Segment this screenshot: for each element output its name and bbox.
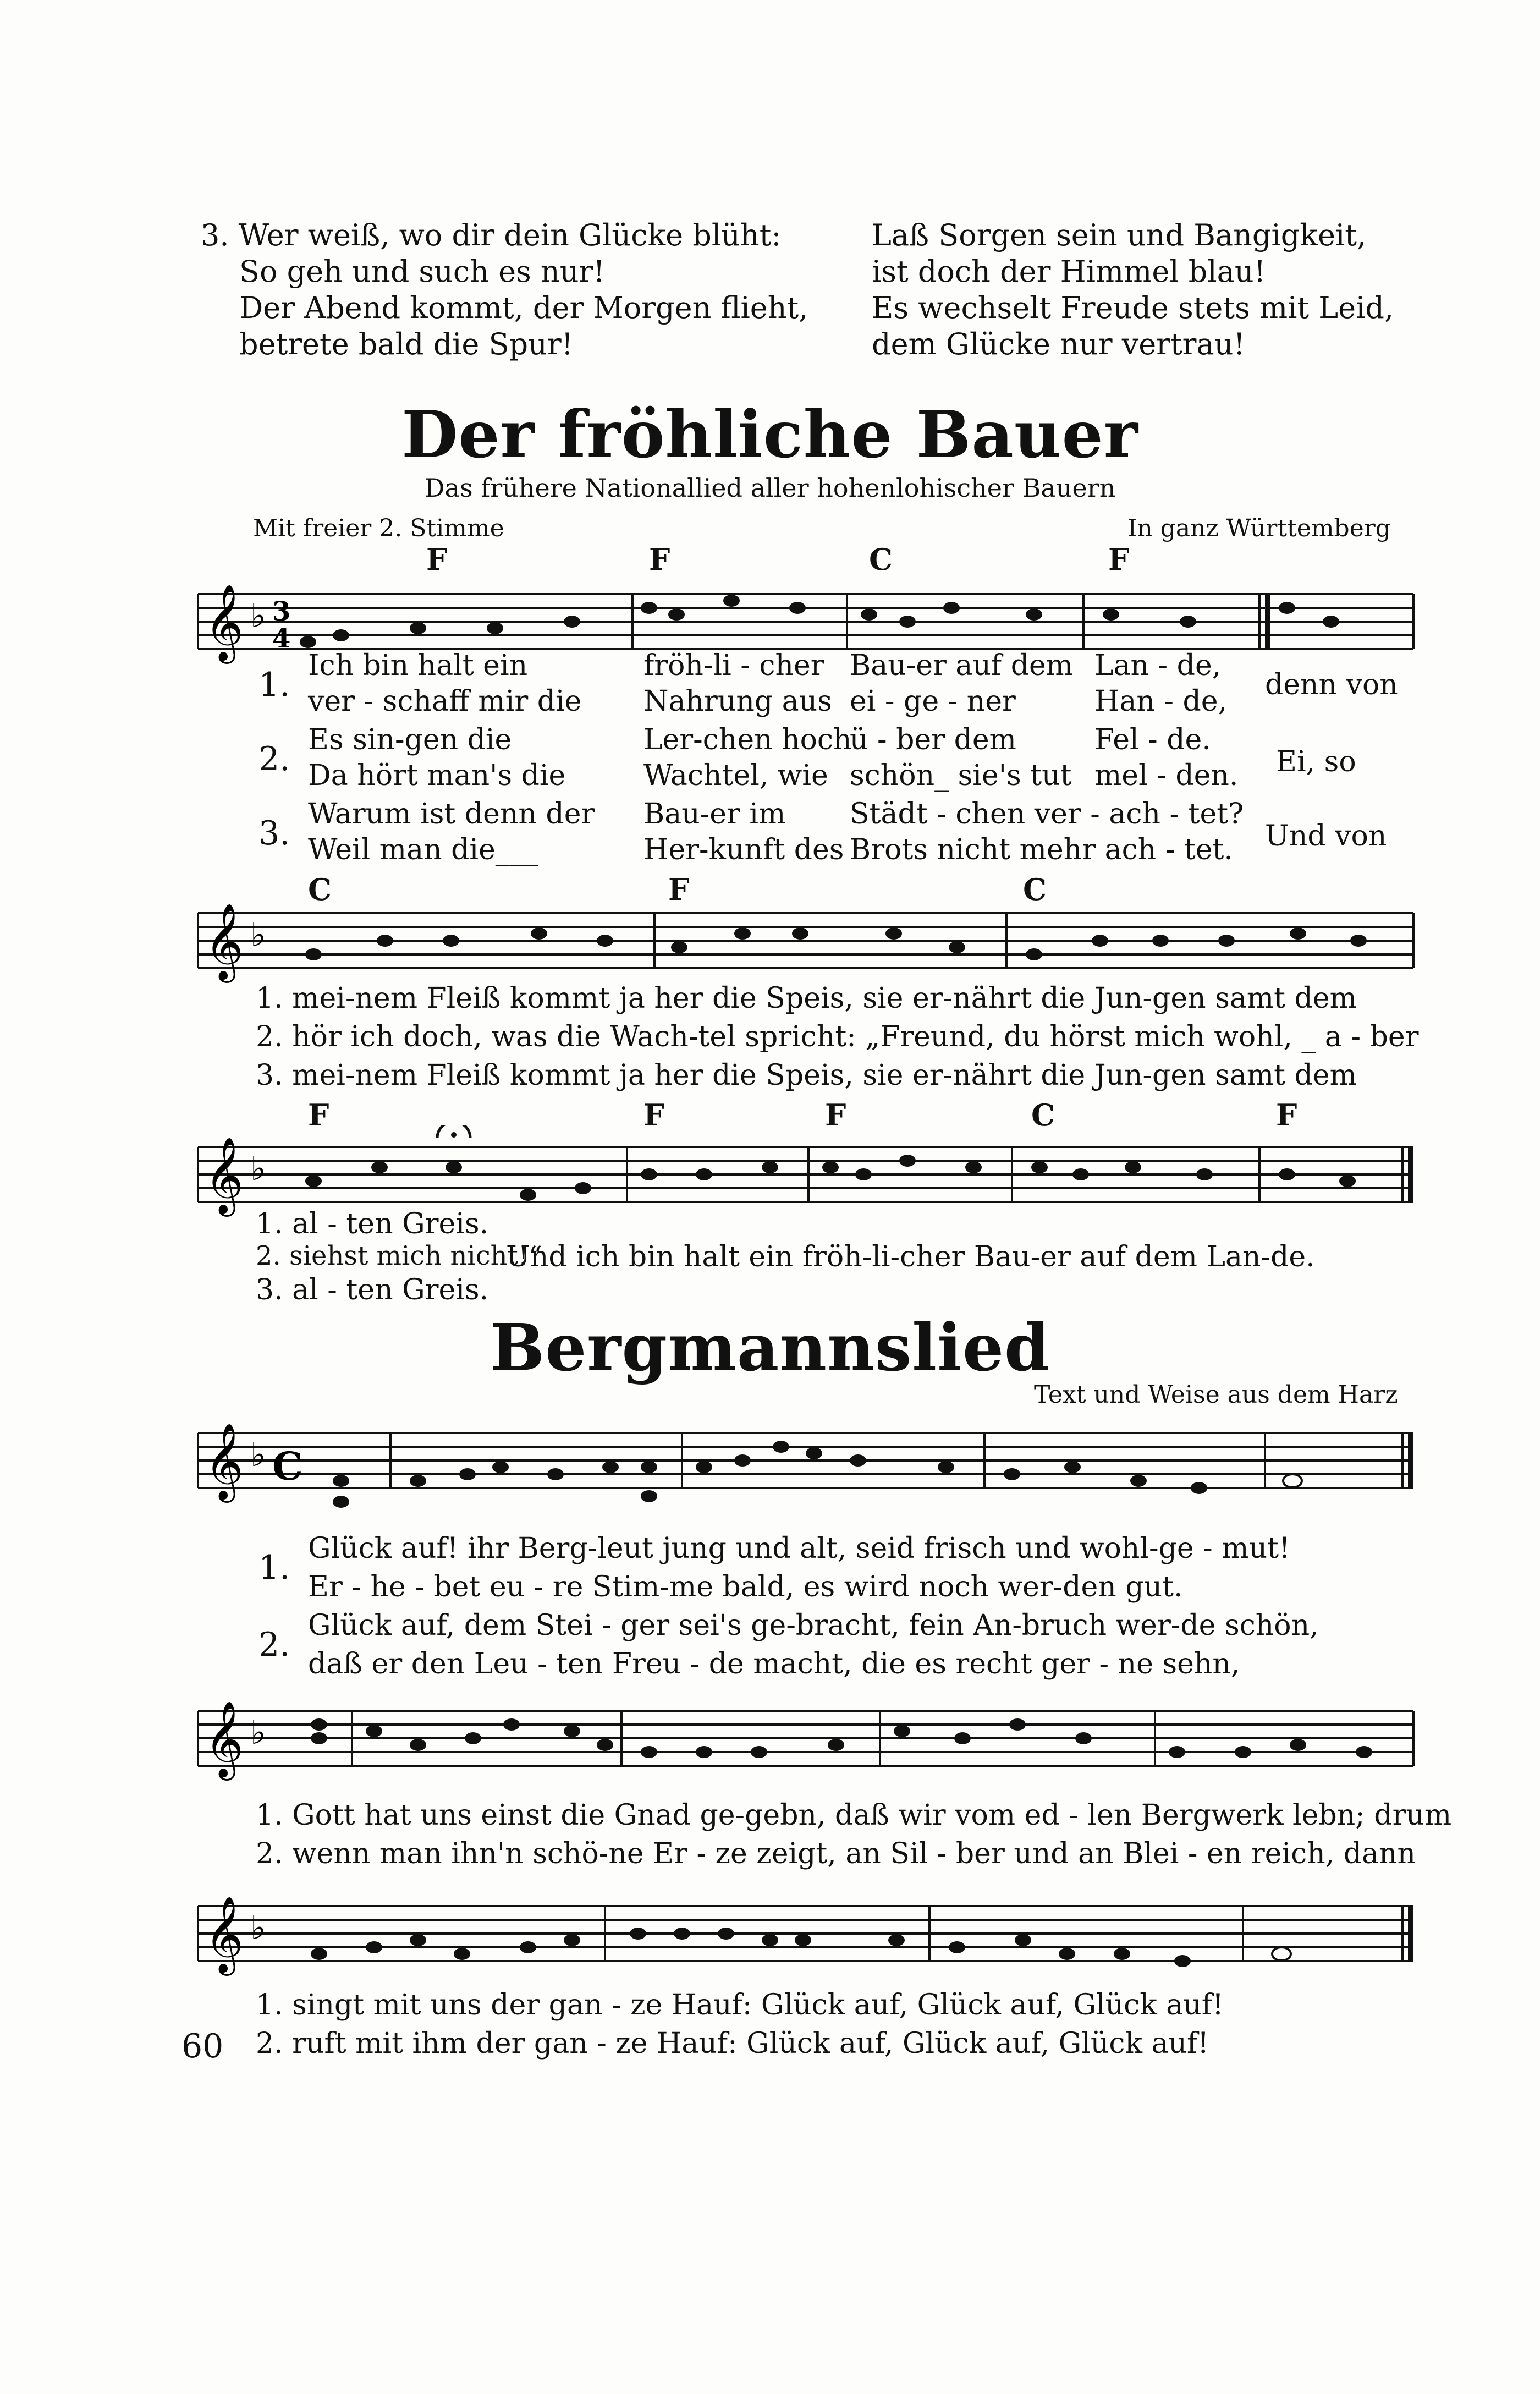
music-staff bbox=[0, 1411, 1540, 1532]
verse-number: 2. bbox=[258, 1626, 290, 1664]
music-staff bbox=[0, 891, 1540, 996]
lyric: Fel - de. bbox=[1094, 723, 1211, 756]
lyric-line: 1. singt mit uns der gan - ze Hauf: Glück auf, Glück auf, Glück auf! bbox=[256, 1989, 1224, 2022]
verse-number: 1. bbox=[258, 666, 290, 704]
treble-clef-icon: 𝄞 bbox=[205, 1423, 244, 1500]
verse-number: 2. bbox=[258, 740, 290, 778]
lyric: Da hört man's die bbox=[308, 759, 566, 792]
lyric: Wachtel, wie bbox=[644, 759, 828, 792]
verse-line: Es wechselt Freude stets mit Leid, bbox=[872, 290, 1394, 325]
lyric: Nahrung aus bbox=[644, 685, 832, 718]
music-staff bbox=[0, 1125, 1540, 1229]
verse-number: 1. bbox=[258, 1549, 290, 1587]
song-subtitle: Das frühere Nationallied aller hohenlohischer Bauern bbox=[424, 473, 1116, 503]
chord: F bbox=[1276, 1097, 1297, 1133]
chord: F bbox=[1108, 542, 1130, 577]
flat-icon: ♭ bbox=[250, 1436, 266, 1474]
lyric-line: 3. mei-nem Fleiß kommt ja her die Speis, sie er-nährt die Jun-gen samt dem bbox=[256, 1059, 1357, 1092]
lyric: ver - schaff mir die bbox=[308, 685, 582, 718]
verse-line: ist doch der Himmel blau! bbox=[872, 254, 1266, 289]
region-note: In ganz Württemberg bbox=[1128, 514, 1391, 542]
lyric-line: 1. al - ten Greis. bbox=[256, 1207, 489, 1240]
lyric-line: daß er den Leu - ten Freu - de macht, die es recht ger - ne sehn, bbox=[308, 1648, 1240, 1681]
lyric-line: Er - he - bet eu - re Stim-me bald, es wird noch wer-den gut. bbox=[308, 1571, 1183, 1604]
common-time-icon: C bbox=[272, 1443, 303, 1489]
lyric: Städt - chen ver - ach - tet? bbox=[850, 798, 1244, 831]
treble-clef-icon: 𝄞 bbox=[205, 584, 244, 661]
flat-icon: ♭ bbox=[250, 597, 266, 635]
flat-icon: ♭ bbox=[250, 1714, 266, 1752]
svg-text:4: 4 bbox=[272, 623, 291, 654]
verse-number: 3. bbox=[258, 814, 290, 853]
lyric: Ich bin halt ein bbox=[308, 649, 528, 682]
chord: F bbox=[668, 872, 690, 907]
music-staff bbox=[0, 1689, 1540, 1810]
page-number: 60 bbox=[182, 2027, 224, 2066]
source-note: Text und Weise aus dem Harz bbox=[1034, 1381, 1398, 1409]
lyric-line: 1. Gott hat uns einst die Gnad ge-gebn, daß wir vom ed - len Bergwerk lebn; drum bbox=[256, 1799, 1452, 1832]
lyric-line: Glück auf! ihr Berg-leut jung und alt, seid frisch und wohl-ge - mut! bbox=[308, 1532, 1290, 1565]
lyric: ü - ber dem bbox=[850, 723, 1016, 756]
lyric: mel - den. bbox=[1094, 759, 1239, 792]
chord: F bbox=[644, 1097, 665, 1133]
lyric-line: 2. hör ich doch, was die Wach-tel spricht: „Freund, du hörst mich wohl, _ a - ber bbox=[256, 1020, 1419, 1053]
lyric: Es sin-gen die bbox=[308, 723, 512, 756]
flat-icon: ♭ bbox=[250, 916, 266, 954]
lyric: Han - de, bbox=[1094, 685, 1228, 718]
lyric: Brots nicht mehr ach - tet. bbox=[850, 833, 1233, 866]
chord: F bbox=[825, 1097, 846, 1133]
lyric: denn von bbox=[1265, 668, 1398, 701]
chord: F bbox=[649, 542, 670, 577]
flat-icon: ♭ bbox=[250, 1909, 266, 1947]
verse-line: Der Abend kommt, der Morgen flieht, bbox=[239, 290, 809, 325]
lyric: fröh-li - cher bbox=[644, 649, 824, 682]
lyric: Warum ist denn der bbox=[308, 798, 595, 831]
chord: C bbox=[1023, 872, 1047, 907]
lyric: Bau-er auf dem bbox=[850, 649, 1074, 682]
lyric-line: 3. al - ten Greis. bbox=[256, 1273, 489, 1306]
treble-clef-icon: 𝄞 bbox=[205, 1896, 244, 1973]
chord: C bbox=[1031, 1097, 1055, 1133]
chord: F bbox=[308, 1097, 329, 1133]
lyric: schön_ sie's tut bbox=[850, 759, 1072, 792]
music-staff bbox=[0, 1884, 1540, 2005]
verse-line: 3. Wer weiß, wo dir dein Glücke blüht: bbox=[201, 218, 782, 252]
lyric-line: 2. wenn man ihn'n schö-ne Er - ze zeigt, an Sil - ber und an Blei - en reich, dann bbox=[256, 1837, 1416, 1870]
lyric: Her-kunft des bbox=[644, 833, 844, 866]
lyric: Lan - de, bbox=[1094, 649, 1222, 682]
svg-text:3: 3 bbox=[272, 596, 291, 627]
chord: C bbox=[869, 542, 893, 577]
flat-icon: ♭ bbox=[250, 1150, 266, 1188]
lyric-line: 1. mei-nem Fleiß kommt ja her die Speis, sie er-nährt die Jun-gen samt dem bbox=[256, 982, 1357, 1015]
verse-line: Laß Sorgen sein und Bangigkeit, bbox=[872, 218, 1367, 252]
chord: F bbox=[426, 542, 448, 577]
lyric-line: 2. ruft mit ihm der gan - ze Hauf: Glück auf, Glück auf, Glück auf! bbox=[256, 2027, 1209, 2060]
treble-clef-icon: 𝄞 bbox=[205, 1701, 244, 1777]
refrain: Und ich bin halt ein fröh-li-cher Bau-er auf dem Lan-de. bbox=[506, 1240, 1315, 1273]
lyric: Weil man die___ bbox=[308, 833, 538, 866]
treble-clef-icon: 𝄞 bbox=[205, 1137, 244, 1214]
top-verse-left bbox=[201, 217, 808, 363]
verse-line: So geh und such es nur! bbox=[239, 254, 606, 289]
lyric: ei - ge - ner bbox=[850, 685, 1016, 718]
lyric: Bau-er im bbox=[644, 798, 786, 831]
lyric: Ler-chen hoch bbox=[644, 723, 852, 756]
lyric: Ei, so bbox=[1276, 745, 1356, 778]
treble-clef-icon: 𝄞 bbox=[205, 903, 244, 980]
lyric-line: 2. siehst mich nicht!“ bbox=[256, 1240, 542, 1271]
lyric-line: Glück auf, dem Stei - ger sei's ge-bracht, fein An-bruch wer-de schön, bbox=[308, 1609, 1319, 1642]
chord: C bbox=[308, 872, 332, 907]
lyric: Und von bbox=[1265, 820, 1387, 853]
song-title: Bergmannslied bbox=[490, 1309, 1050, 1386]
verse-line: betrete bald die Spur! bbox=[239, 327, 574, 361]
verse-line: dem Glücke nur vertrau! bbox=[872, 327, 1246, 361]
performance-note: Mit freier 2. Stimme bbox=[253, 514, 504, 542]
top-verse-right bbox=[872, 217, 1394, 363]
song-title: Der fröhliche Bauer bbox=[402, 396, 1138, 473]
